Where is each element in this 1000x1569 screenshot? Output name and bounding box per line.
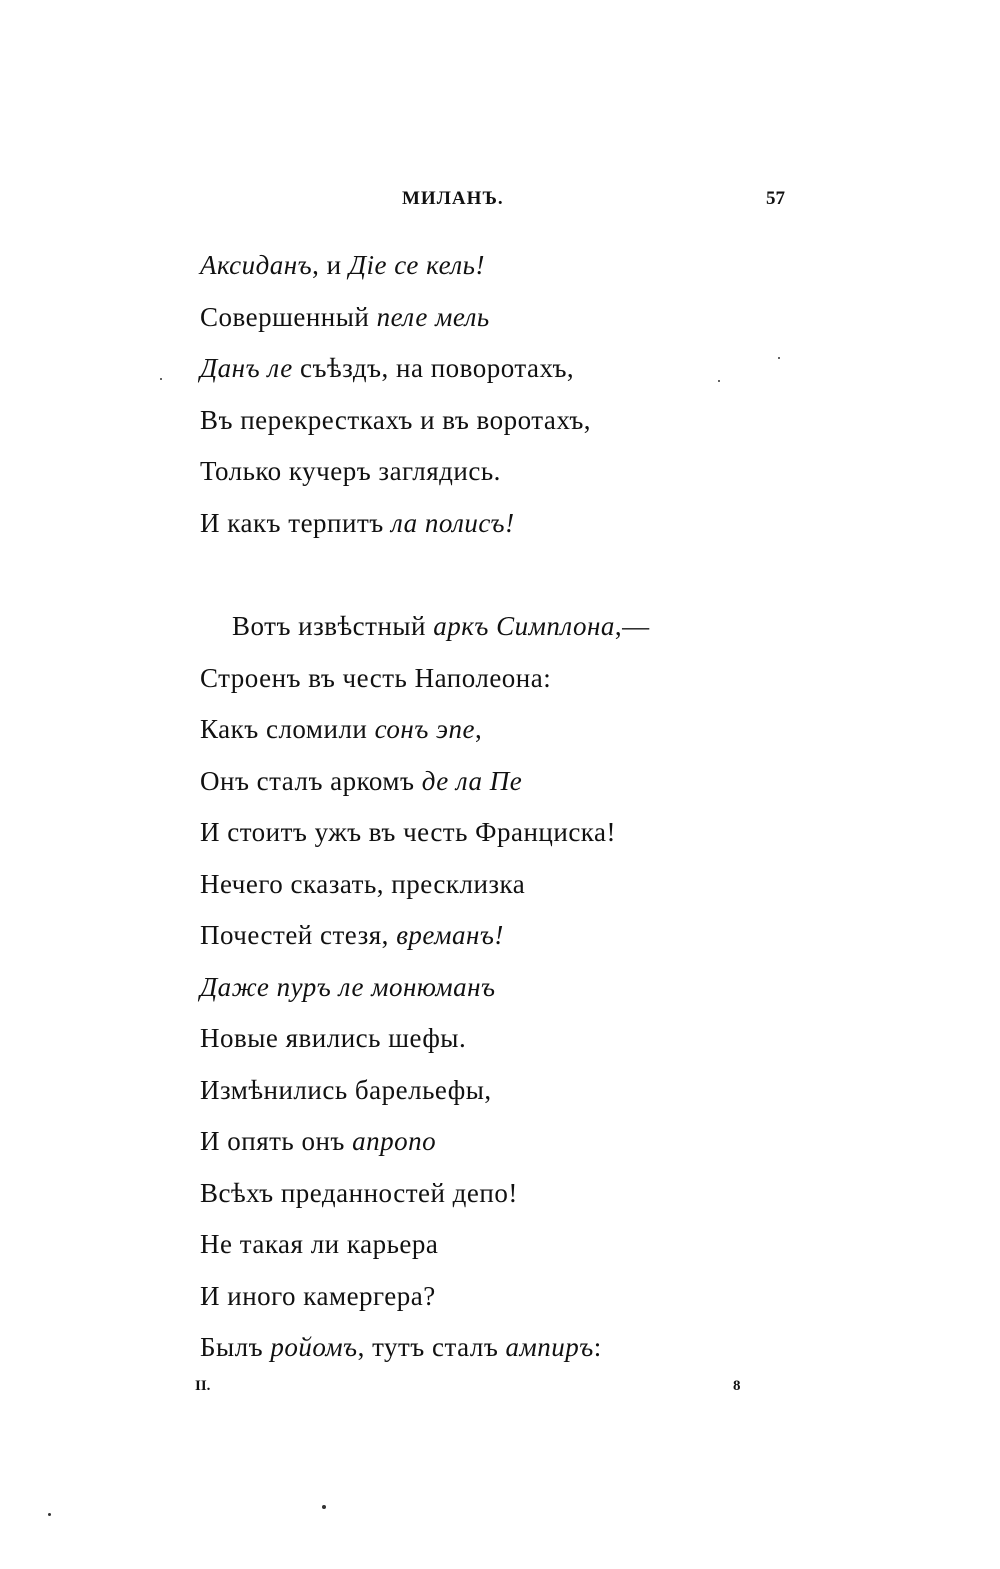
roman-phrase: ,— (614, 611, 650, 641)
roman-phrase: , и (312, 250, 349, 280)
poem-line (200, 355, 574, 382)
italic-phrase: ампиръ (505, 1332, 594, 1362)
roman-phrase: Не такая ли карьера (200, 1229, 439, 1259)
poem-line (200, 1025, 466, 1052)
poem-line (200, 768, 522, 795)
scan-speck (48, 1513, 51, 1516)
poem-line (200, 1283, 436, 1310)
roman-phrase: Въ перекресткахъ и въ воротахъ, (200, 405, 592, 435)
signature-mark-right: 8 (733, 1378, 741, 1394)
roman-phrase: И какъ терпитъ (200, 508, 391, 538)
italic-phrase: ла полисъ! (390, 508, 515, 538)
poem-line (200, 922, 504, 949)
roman-phrase: И стоитъ ужъ въ честь Франциска! (200, 817, 616, 847)
roman-phrase: Всѣхъ преданностей депо! (200, 1178, 518, 1208)
roman-phrase: И опять онъ (200, 1126, 353, 1156)
roman-phrase: Новые явились шефы. (200, 1023, 467, 1053)
italic-phrase: Аксиданъ (200, 250, 313, 280)
roman-phrase: Былъ (200, 1332, 271, 1362)
poem-line (200, 1077, 492, 1104)
poem-line (200, 1334, 602, 1361)
scan-speck (160, 378, 162, 380)
scan-speck (718, 380, 720, 382)
poem-line (200, 252, 485, 279)
roman-phrase: Вотъ извѣстный (232, 611, 434, 641)
poem-line (200, 1128, 436, 1155)
poem-line (200, 871, 525, 898)
roman-phrase: Онъ сталъ аркомъ (200, 766, 422, 796)
roman-phrase: Совершенный (200, 302, 377, 332)
poem-line (200, 458, 501, 485)
poem-line (200, 407, 591, 434)
roman-phrase: Почестей стезя, (200, 920, 397, 950)
roman-phrase: Какъ сломили (200, 714, 375, 744)
poem-line (200, 304, 490, 331)
italic-phrase: апропо (352, 1126, 437, 1156)
roman-phrase: Строенъ въ честь Наполеона: (200, 663, 552, 693)
italic-phrase: Діе се кель! (348, 250, 485, 280)
italic-phrase: аркъ Симплона (433, 611, 615, 641)
roman-phrase: И иного камергера? (200, 1281, 436, 1311)
roman-phrase: : (593, 1332, 602, 1362)
poem-line (200, 1180, 518, 1207)
scan-speck (778, 357, 780, 359)
roman-phrase: Нечего сказать, пресклизка (200, 869, 526, 899)
italic-phrase: ройомъ (270, 1332, 358, 1362)
page-number: 57 (766, 188, 785, 209)
running-head: МИЛАНЪ. (402, 188, 504, 209)
poem-line (200, 974, 496, 1001)
page-header (0, 188, 1000, 218)
italic-phrase: Даже пуръ ле монюманъ (200, 972, 496, 1002)
italic-phrase: де ла Пе (421, 766, 523, 796)
roman-phrase: съѣздъ, на поворотахъ, (292, 353, 575, 383)
roman-phrase: , (474, 714, 483, 744)
poem-line (200, 819, 616, 846)
italic-phrase: сонъ эпе (374, 714, 475, 744)
poem-line (200, 1231, 438, 1258)
italic-phrase: Данъ ле (200, 353, 293, 383)
roman-phrase: , тутъ сталъ (357, 1332, 506, 1362)
poem-line (200, 510, 515, 537)
scan-speck (322, 1505, 326, 1509)
poem-line (200, 665, 551, 692)
signature-mark-left: II. (195, 1378, 211, 1394)
poem-line (232, 613, 650, 640)
italic-phrase: пеле мель (376, 302, 490, 332)
poem-line (200, 716, 482, 743)
roman-phrase: Измѣнились барельефы, (200, 1075, 492, 1105)
italic-phrase: времанъ! (396, 920, 504, 950)
roman-phrase: Только кучеръ заглядись. (200, 456, 501, 486)
